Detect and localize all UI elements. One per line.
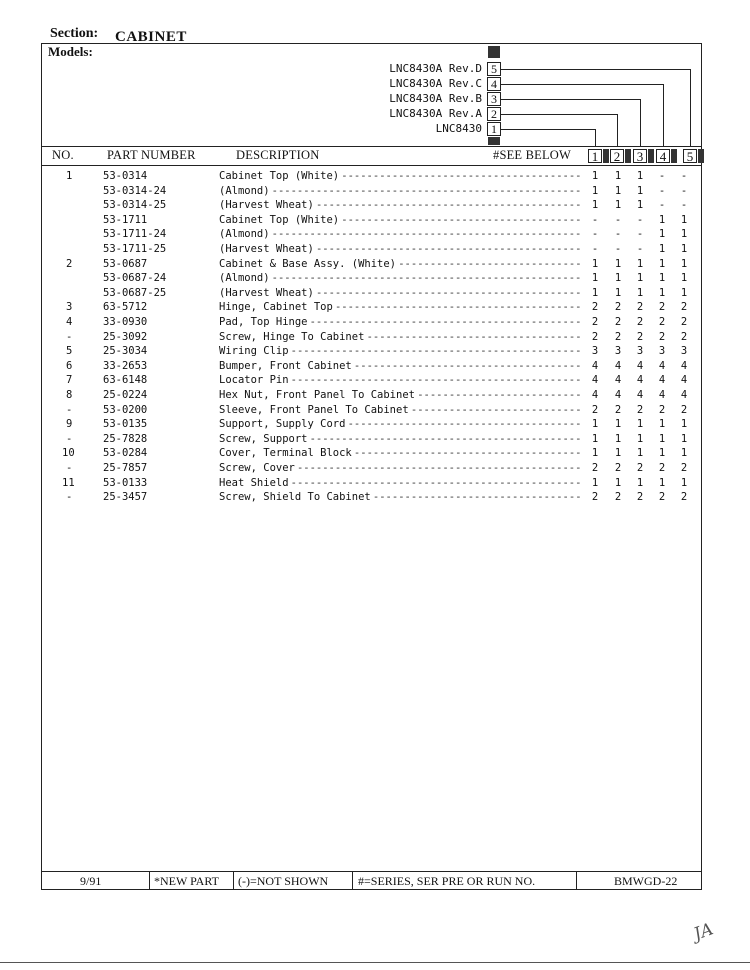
row-part-number: 53-0314-24 bbox=[103, 184, 167, 197]
row-model-qty: - bbox=[658, 199, 666, 212]
row-description: Screw, Hinge To Cabinet bbox=[219, 330, 365, 343]
row-model-qty: - bbox=[636, 213, 644, 226]
row-part-number: 25-3092 bbox=[103, 330, 148, 343]
row-model-qty: 1 bbox=[680, 243, 688, 255]
row-model-qty: 1 bbox=[658, 257, 666, 270]
row-model-qty: - bbox=[658, 184, 666, 197]
row-description: Cabinet Top (White) bbox=[219, 170, 340, 182]
dotted-leader: ------------------------------------------------- bbox=[271, 184, 582, 197]
row-part-number: 25-7857 bbox=[103, 462, 148, 474]
model-column-header: 2 bbox=[610, 149, 624, 163]
row-model-qty: 2 bbox=[614, 462, 622, 474]
connector-horizontal bbox=[501, 69, 690, 70]
dotted-leader: -------------------------- bbox=[417, 389, 582, 401]
row-model-qty: 4 bbox=[591, 374, 599, 387]
row-part-number: 25-3034 bbox=[103, 345, 148, 358]
row-model-qty: 4 bbox=[614, 374, 622, 387]
row-model-qty: 1 bbox=[680, 447, 688, 460]
row-part-number: 25-3457 bbox=[103, 491, 148, 504]
row-model-qty: 4 bbox=[591, 359, 599, 372]
row-item-number: - bbox=[66, 462, 73, 474]
table-row bbox=[0, 345, 750, 359]
model-number-box: 3 bbox=[487, 92, 501, 106]
row-description: Hinge, Cabinet Top bbox=[219, 301, 333, 314]
dotted-leader: ----------------------------- bbox=[398, 257, 582, 270]
row-model-qty: 2 bbox=[636, 301, 644, 314]
footer-code: BMWGD-22 bbox=[614, 874, 678, 888]
row-model-qty: 1 bbox=[680, 286, 688, 299]
row-model-qty: 1 bbox=[636, 418, 644, 431]
row-model-qty: 2 bbox=[658, 316, 666, 328]
dotted-leader: ------------------------------------- bbox=[347, 418, 582, 431]
footer-new-part: *NEW PART bbox=[154, 874, 219, 888]
row-model-qty: 2 bbox=[614, 403, 622, 416]
row-part-number: 63-5712 bbox=[103, 301, 148, 314]
row-description: (Almond) bbox=[219, 184, 270, 197]
row-model-qty: 1 bbox=[680, 272, 688, 285]
row-description: (Harvest Wheat) bbox=[219, 286, 314, 299]
footer-divider-3 bbox=[352, 871, 353, 890]
row-model-qty: 1 bbox=[658, 272, 666, 285]
row-model-qty: - bbox=[658, 170, 666, 182]
page-bottom-rule bbox=[0, 962, 750, 963]
header-bottom-rule bbox=[41, 165, 702, 166]
row-part-number: 33-2653 bbox=[103, 359, 148, 372]
scan-mark bbox=[625, 149, 631, 163]
section-label: Section: bbox=[50, 26, 99, 41]
row-model-qty: 2 bbox=[636, 330, 644, 343]
row-model-qty: 1 bbox=[614, 286, 622, 299]
dotted-leader: --------------------------------- bbox=[372, 491, 582, 504]
row-part-number: 53-1711-24 bbox=[103, 228, 167, 241]
row-model-qty: 1 bbox=[591, 418, 599, 431]
row-description: Screw, Shield To Cabinet bbox=[219, 491, 371, 504]
scan-mark bbox=[671, 149, 677, 163]
row-model-qty: 1 bbox=[636, 184, 644, 197]
row-model-qty: 4 bbox=[636, 359, 644, 372]
model-column-header: 5 bbox=[683, 149, 697, 163]
row-model-qty: - bbox=[614, 213, 622, 226]
model-number-box: 5 bbox=[487, 62, 501, 76]
table-row bbox=[0, 491, 750, 505]
row-part-number: 53-0314-25 bbox=[103, 199, 167, 212]
table-row bbox=[0, 447, 750, 461]
table-row bbox=[0, 258, 750, 272]
model-number-box: 2 bbox=[487, 107, 501, 121]
row-part-number: 53-0284 bbox=[103, 447, 148, 460]
row-model-qty: 2 bbox=[591, 301, 599, 314]
row-model-qty: 4 bbox=[658, 374, 666, 387]
row-model-qty: 1 bbox=[591, 199, 599, 212]
row-item-number: 1 bbox=[66, 170, 73, 182]
row-description: Heat Shield bbox=[219, 476, 289, 489]
table-row bbox=[0, 389, 750, 403]
row-item-number: 8 bbox=[66, 389, 73, 401]
model-name: LNC8430A Rev.A bbox=[389, 107, 482, 120]
row-part-number: 53-0687-25 bbox=[103, 286, 167, 299]
row-model-qty: 1 bbox=[591, 257, 599, 270]
row-model-qty: 1 bbox=[658, 286, 666, 299]
row-model-qty: 1 bbox=[658, 447, 666, 460]
row-model-qty: 2 bbox=[658, 330, 666, 343]
row-model-qty: 1 bbox=[614, 418, 622, 431]
row-model-qty: 4 bbox=[636, 389, 644, 401]
row-part-number: 25-7828 bbox=[103, 432, 148, 445]
row-item-number: 6 bbox=[66, 359, 73, 372]
row-model-qty: 1 bbox=[658, 228, 666, 241]
dotted-leader: ---------------------------------------------- bbox=[290, 345, 582, 358]
dotted-leader: --------------------------- bbox=[410, 403, 582, 416]
row-model-qty: 4 bbox=[658, 389, 666, 401]
table-row bbox=[0, 433, 750, 447]
table-row bbox=[0, 404, 750, 418]
table-row bbox=[0, 462, 750, 476]
row-model-qty: 1 bbox=[680, 228, 688, 241]
model-number-box: 4 bbox=[487, 77, 501, 91]
col-see-below: #SEE BELOW bbox=[493, 148, 572, 162]
dotted-leader: ------------------------------------------------- bbox=[271, 272, 582, 285]
row-model-qty: - bbox=[680, 170, 688, 182]
row-model-qty: 1 bbox=[614, 199, 622, 212]
row-model-qty: 1 bbox=[614, 432, 622, 445]
row-model-qty: 2 bbox=[658, 301, 666, 314]
model-column-header: 4 bbox=[656, 149, 670, 163]
row-model-qty: 2 bbox=[636, 491, 644, 504]
row-model-qty: 2 bbox=[680, 316, 688, 328]
row-description: Cabinet Top (White) bbox=[219, 213, 340, 226]
row-model-qty: 2 bbox=[614, 330, 622, 343]
dotted-leader: ---------------------------------------------- bbox=[290, 476, 582, 489]
row-model-qty: 4 bbox=[591, 389, 599, 401]
connector-vertical bbox=[690, 69, 691, 146]
connector-vertical bbox=[595, 129, 596, 146]
footer-divider-4 bbox=[576, 871, 577, 890]
table-row bbox=[0, 477, 750, 491]
dotted-leader: ------------------------------------------ bbox=[315, 243, 582, 255]
row-model-qty: 1 bbox=[614, 184, 622, 197]
row-model-qty: 2 bbox=[680, 301, 688, 314]
row-model-qty: 2 bbox=[658, 403, 666, 416]
row-model-qty: 4 bbox=[614, 389, 622, 401]
row-part-number: 53-1711 bbox=[103, 213, 148, 226]
row-model-qty: 4 bbox=[636, 374, 644, 387]
scan-mark bbox=[488, 46, 500, 58]
dotted-leader: ------------------------------------------ bbox=[315, 286, 582, 299]
row-model-qty: 1 bbox=[680, 476, 688, 489]
row-model-qty: 1 bbox=[680, 418, 688, 431]
row-model-qty: 1 bbox=[680, 213, 688, 226]
row-item-number: 4 bbox=[66, 316, 73, 328]
section-title: CABINET bbox=[115, 29, 187, 45]
table-row bbox=[0, 301, 750, 315]
row-item-number: - bbox=[66, 330, 73, 343]
row-model-qty: 3 bbox=[614, 345, 622, 358]
row-model-qty: 1 bbox=[591, 184, 599, 197]
row-model-qty: 2 bbox=[680, 403, 688, 416]
row-model-qty: 4 bbox=[614, 359, 622, 372]
connector-vertical bbox=[663, 84, 664, 146]
row-part-number: 53-0687-24 bbox=[103, 272, 167, 285]
row-model-qty: 3 bbox=[680, 345, 688, 358]
row-model-qty: 2 bbox=[614, 491, 622, 504]
row-model-qty: 4 bbox=[680, 374, 688, 387]
model-column-header: 3 bbox=[633, 149, 647, 163]
scan-mark bbox=[488, 137, 500, 145]
row-model-qty: 1 bbox=[614, 170, 622, 182]
row-model-qty: 2 bbox=[591, 491, 599, 504]
table-row bbox=[0, 360, 750, 374]
col-no: NO. bbox=[52, 148, 74, 162]
row-model-qty: 4 bbox=[658, 359, 666, 372]
footer-series: #=SERIES, SER PRE OR RUN NO. bbox=[358, 874, 536, 888]
connector-horizontal bbox=[501, 99, 640, 100]
row-part-number: 53-0687 bbox=[103, 257, 148, 270]
row-description: (Harvest Wheat) bbox=[219, 243, 314, 255]
footer-divider-2 bbox=[233, 871, 234, 890]
row-model-qty: 2 bbox=[591, 403, 599, 416]
connector-horizontal bbox=[501, 84, 663, 85]
table-row bbox=[0, 170, 750, 184]
table-row bbox=[0, 374, 750, 388]
model-name: LNC8430 bbox=[435, 122, 482, 135]
row-model-qty: - bbox=[636, 243, 644, 255]
dotted-leader: --------------------------------------- bbox=[334, 301, 582, 314]
row-description: (Almond) bbox=[219, 272, 270, 285]
table-row bbox=[0, 272, 750, 286]
row-model-qty: 1 bbox=[680, 257, 688, 270]
row-item-number: 9 bbox=[66, 418, 73, 431]
row-model-qty: - bbox=[591, 228, 599, 241]
dotted-leader: ---------------------------------- bbox=[366, 330, 582, 343]
table-row bbox=[0, 243, 750, 257]
models-label: Models: bbox=[48, 44, 93, 59]
row-model-qty: - bbox=[591, 213, 599, 226]
row-part-number: 63-6148 bbox=[103, 374, 148, 387]
row-model-qty: 1 bbox=[680, 432, 688, 445]
row-item-number: 3 bbox=[66, 301, 73, 314]
row-model-qty: 1 bbox=[614, 272, 622, 285]
row-model-qty: 1 bbox=[636, 432, 644, 445]
row-model-qty: 3 bbox=[636, 345, 644, 358]
table-row bbox=[0, 214, 750, 228]
row-model-qty: 2 bbox=[591, 330, 599, 343]
row-description: Sleeve, Front Panel To Cabinet bbox=[219, 403, 409, 416]
row-model-qty: 1 bbox=[658, 243, 666, 255]
row-model-qty: 2 bbox=[591, 316, 599, 328]
dotted-leader: -------------------------------------- bbox=[341, 170, 582, 182]
row-item-number: 10 bbox=[62, 447, 75, 460]
scan-mark bbox=[648, 149, 654, 163]
row-model-qty: 2 bbox=[680, 330, 688, 343]
model-column-header: 1 bbox=[588, 149, 602, 163]
row-model-qty: 1 bbox=[636, 272, 644, 285]
table-row bbox=[0, 331, 750, 345]
row-model-qty: 1 bbox=[636, 286, 644, 299]
scan-mark bbox=[603, 149, 609, 163]
row-model-qty: - bbox=[636, 228, 644, 241]
footer-date: 9/91 bbox=[80, 874, 102, 888]
row-item-number: 11 bbox=[62, 476, 75, 489]
row-model-qty: 1 bbox=[658, 476, 666, 489]
row-description: Pad, Top Hinge bbox=[219, 316, 308, 328]
row-part-number: 25-0224 bbox=[103, 389, 148, 401]
connector-vertical bbox=[617, 114, 618, 146]
dotted-leader: --------------------------------------------- bbox=[296, 462, 582, 474]
dotted-leader: -------------------------------------- bbox=[341, 213, 582, 226]
table-row bbox=[0, 287, 750, 301]
row-item-number: 7 bbox=[66, 374, 73, 387]
row-model-qty: 1 bbox=[636, 447, 644, 460]
row-item-number: - bbox=[66, 403, 73, 416]
row-model-qty: - bbox=[614, 228, 622, 241]
footer-divider-1 bbox=[149, 871, 150, 890]
row-description: Support, Supply Cord bbox=[219, 418, 346, 431]
table-row bbox=[0, 199, 750, 213]
row-model-qty: 1 bbox=[591, 432, 599, 445]
row-model-qty: 2 bbox=[614, 301, 622, 314]
col-description: DESCRIPTION bbox=[236, 148, 320, 162]
row-model-qty: 1 bbox=[591, 476, 599, 489]
row-item-number: - bbox=[66, 491, 73, 504]
row-model-qty: 1 bbox=[591, 272, 599, 285]
row-model-qty: 1 bbox=[636, 476, 644, 489]
handwritten-initials: JA bbox=[691, 919, 716, 945]
header-top-rule bbox=[41, 146, 702, 147]
row-description: Locator Pin bbox=[219, 374, 289, 387]
dotted-leader: ------------------------------------ bbox=[353, 359, 582, 372]
row-item-number: 2 bbox=[66, 257, 73, 270]
row-model-qty: 2 bbox=[658, 491, 666, 504]
dotted-leader: ------------------------------------------ bbox=[315, 199, 582, 212]
connector-vertical bbox=[640, 99, 641, 146]
row-part-number: 53-1711-25 bbox=[103, 243, 167, 255]
row-model-qty: 4 bbox=[680, 389, 688, 401]
model-number-box: 1 bbox=[487, 122, 501, 136]
row-model-qty: 1 bbox=[591, 286, 599, 299]
table-row bbox=[0, 185, 750, 199]
dotted-leader: ------------------------------------------- bbox=[309, 316, 582, 328]
row-description: Screw, Support bbox=[219, 432, 308, 445]
row-part-number: 53-0314 bbox=[103, 170, 148, 182]
row-model-qty: 2 bbox=[636, 403, 644, 416]
row-model-qty: - bbox=[680, 199, 688, 212]
row-item-number: 5 bbox=[66, 345, 73, 358]
row-description: Hex Nut, Front Panel To Cabinet bbox=[219, 389, 415, 401]
row-description: Cabinet & Base Assy. (White) bbox=[219, 257, 397, 270]
row-model-qty: 2 bbox=[636, 462, 644, 474]
row-model-qty: 1 bbox=[636, 199, 644, 212]
row-model-qty: 1 bbox=[636, 257, 644, 270]
table-row bbox=[0, 228, 750, 242]
row-model-qty: 3 bbox=[658, 345, 666, 358]
row-model-qty: - bbox=[614, 243, 622, 255]
row-model-qty: 1 bbox=[636, 170, 644, 182]
model-name: LNC8430A Rev.C bbox=[389, 77, 482, 90]
row-model-qty: 2 bbox=[680, 462, 688, 474]
row-model-qty: 1 bbox=[591, 447, 599, 460]
dotted-leader: ------------------------------------------- bbox=[309, 432, 582, 445]
row-model-qty: 1 bbox=[614, 447, 622, 460]
row-model-qty: 2 bbox=[614, 316, 622, 328]
model-name: LNC8430A Rev.D bbox=[389, 62, 482, 75]
col-part-number: PART NUMBER bbox=[107, 148, 196, 162]
row-model-qty: 1 bbox=[658, 418, 666, 431]
row-description: Bumper, Front Cabinet bbox=[219, 359, 352, 372]
row-item-number: - bbox=[66, 432, 73, 445]
dotted-leader: ------------------------------------------------- bbox=[271, 228, 582, 241]
row-model-qty: 1 bbox=[658, 213, 666, 226]
row-model-qty: 3 bbox=[591, 345, 599, 358]
row-model-qty: - bbox=[680, 184, 688, 197]
dotted-leader: ---------------------------------------------- bbox=[290, 374, 582, 387]
row-part-number: 53-0200 bbox=[103, 403, 148, 416]
row-model-qty: 1 bbox=[614, 257, 622, 270]
row-model-qty: 2 bbox=[658, 462, 666, 474]
row-model-qty: 2 bbox=[591, 462, 599, 474]
row-model-qty: 2 bbox=[680, 491, 688, 504]
footer-not-shown: (-)=NOT SHOWN bbox=[238, 874, 329, 888]
model-name: LNC8430A Rev.B bbox=[389, 92, 482, 105]
row-description: (Harvest Wheat) bbox=[219, 199, 314, 212]
row-description: Screw, Cover bbox=[219, 462, 295, 474]
connector-horizontal bbox=[501, 129, 595, 130]
dotted-leader: ------------------------------------ bbox=[353, 447, 582, 460]
connector-horizontal bbox=[501, 114, 617, 115]
row-model-qty: 1 bbox=[591, 170, 599, 182]
row-model-qty: 1 bbox=[614, 476, 622, 489]
row-description: (Almond) bbox=[219, 228, 270, 241]
row-description: Wiring Clip bbox=[219, 345, 289, 358]
row-model-qty: 4 bbox=[680, 359, 688, 372]
row-part-number: 53-0135 bbox=[103, 418, 148, 431]
row-description: Cover, Terminal Block bbox=[219, 447, 352, 460]
row-model-qty: - bbox=[591, 243, 599, 255]
table-row bbox=[0, 418, 750, 432]
row-model-qty: 2 bbox=[636, 316, 644, 328]
row-model-qty: 1 bbox=[658, 432, 666, 445]
row-part-number: 33-0930 bbox=[103, 316, 148, 328]
row-part-number: 53-0133 bbox=[103, 476, 148, 489]
scan-mark bbox=[698, 149, 704, 163]
table-row bbox=[0, 316, 750, 330]
